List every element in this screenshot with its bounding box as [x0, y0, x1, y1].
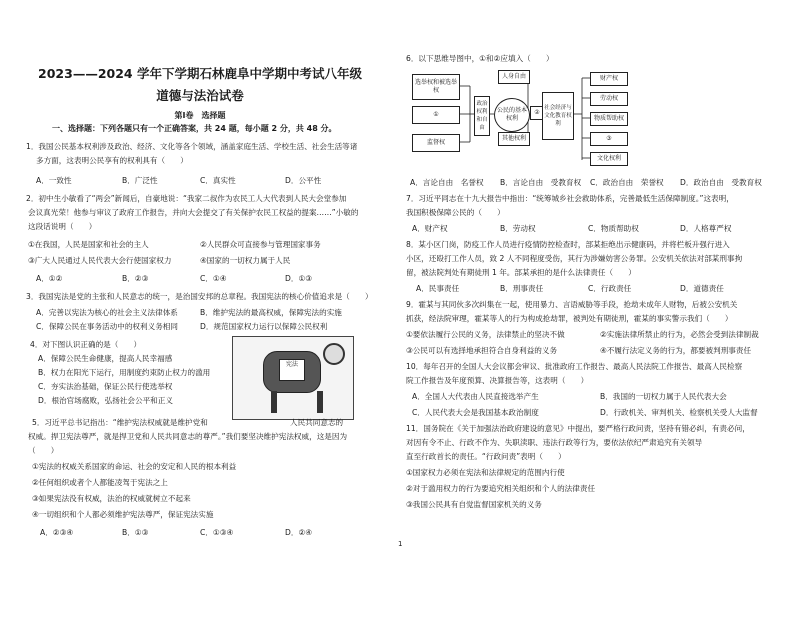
q11-item3: ③我国公民具有自觉监督国家机关的义务	[406, 500, 542, 509]
q5-line1: 5．习近平总书记指出：“维护宪法权威就是维护党和	[32, 418, 208, 427]
cartoon-badge: 宪法	[279, 359, 305, 381]
q8-line3: 留，被法院判处有期徒刑 1 年。部某承担的是什么法律责任（ ）	[406, 268, 636, 277]
q9-item4: ④不履行法定义务的行为，都要被判刑事责任	[600, 346, 752, 355]
mind-map-diagram	[410, 68, 630, 172]
q7-line1: 7．习近平同志在十九大报告中指出：“统筹城乡社会救助体系，完善最低生活保障制度。”这表明，	[406, 194, 734, 203]
page-number: 1	[398, 540, 403, 548]
node-material-aid-right: 物质帮助权	[590, 112, 628, 126]
cartoon-image	[232, 336, 354, 420]
q3-option-c: C．保障公民在事务活动中的权利义务相同	[36, 322, 178, 331]
q5-line2: 权威。捍卫宪法尊严，就是捍卫党和人民共同意志的尊严。”我们要坚决维护宪法权威，这是因为	[28, 432, 348, 441]
node-property-right: 财产权	[590, 72, 628, 86]
q7-option-a: A．财产权	[412, 224, 448, 233]
q2-option-a: A．①②	[36, 274, 63, 283]
q7-line2: 我国积极保障公民的（ ）	[406, 208, 505, 217]
q8-option-d: D．道德责任	[680, 284, 724, 293]
node-personal-freedom: 人身自由	[498, 70, 530, 84]
q1-option-a: A．一致性	[36, 176, 72, 185]
q4-option-a: A．保障公民生命健康，提高人民幸福感	[38, 354, 173, 363]
q10-option-a: A．全国人大代表由人民直接选举产生	[412, 392, 539, 401]
q4-option-d: D．根治官场腐败，弘扬社会公平和正义	[38, 396, 173, 405]
node-blank-2: ②	[530, 106, 544, 120]
q3-option-d: D．规范国家权力运行以保障公民权利	[200, 322, 328, 331]
q3-option-a: A．完善以宪法为核心的社会主义法律体系	[36, 308, 178, 317]
q4-stem: 4．对下图认识正确的是（ ）	[30, 340, 142, 349]
node-labor-right: 劳动权	[590, 92, 628, 106]
q11-item1: ①国家权力必须在宪法和法律规定的范围内行使	[406, 468, 565, 477]
cartoon-legs	[271, 391, 323, 413]
q5-option-b: B．①③	[122, 528, 149, 537]
node-culture-right: 文化权利	[590, 152, 628, 166]
q9-line2: 抓获，经法院审理，霍某等人的行为构成抢劫罪，被判处有期徒刑，霍某的事实警示我们（ ）	[406, 314, 733, 323]
q8-line1: 8．某小区门岗，防疫工作人员进行疫情防控检查时，部某拒绝出示健康码，并将栏板升强行进入	[406, 240, 730, 249]
q8-option-b: B．刑事责任	[500, 284, 544, 293]
q9-line1: 9．霍某与其同伙多次纠集在一起，使用暴力、言语威胁等手段，抢劫未成年人财物，后被公安机关	[406, 300, 738, 309]
q4-option-c: C．夯实法治基础，保证公民行使选举权	[38, 382, 173, 391]
part-heading: 一、选择题：下列各题只有一个正确答案，共 24 题，每小题 2 分，共 48 分。	[52, 124, 337, 133]
q1-option-c: C．真实性	[200, 176, 236, 185]
q2-item3: ③广大人民通过人民代表大会行使国家权力	[28, 256, 172, 265]
q10-line2: 院工作报告及年度预算、决算报告等，这表明（ ）	[406, 376, 589, 385]
q10-line1: 10．每年召开的全国人大会议都会审议、批准政府工作报告、最高人民法院工作报告、最高人民检察	[406, 362, 743, 371]
q1-line2: 多方面，这表明公民享有的权利具有（ ）	[36, 156, 188, 165]
q2-line1: 2．初中生小敏看了“两会”新闻后，自豪地说：“我家二叔作为农民工人大代表到人民大会堂参加	[26, 194, 347, 203]
q5-line1-end: 人民共同意志的	[290, 418, 344, 427]
node-election-rights: 选举权和被选举权	[412, 74, 460, 100]
node-social-economic-rights: 社会经济与文化教育权利	[542, 92, 574, 140]
q9-item3: ③公民可以有选择地承担符合自身利益的义务	[406, 346, 558, 355]
q11-item2: ②对于滥用权力的行为要追究相关组织和个人的法律责任	[406, 484, 596, 493]
sun-icon	[323, 343, 345, 365]
q10-option-b: B．我国的一切权力属于人民代表大会	[600, 392, 727, 401]
q2-option-c: C．①④	[200, 274, 227, 283]
q6-option-a: A．言论自由 名誉权	[410, 178, 484, 187]
q9-item2: ②实施法律所禁止的行为，必然会受到法律制裁	[600, 330, 759, 339]
q7-option-b: B．劳动权	[500, 224, 536, 233]
q5-item4: ④一切组织和个人都必须维护宪法尊严，保证宪法实施	[32, 510, 214, 519]
q4-option-b: B．权力在阳光下运行，用制度约束防止权力的滥用	[38, 368, 211, 377]
q2-item1: ①在我国，人民是国家和社会的主人	[28, 240, 149, 249]
q5-option-d: D．②④	[285, 528, 313, 537]
q7-option-d: D．人格尊严权	[680, 224, 732, 233]
node-blank-1: ①	[412, 106, 460, 124]
q6-option-c: C．政治自由 荣誉权	[590, 178, 664, 187]
q1-option-b: B．广泛性	[122, 176, 158, 185]
exam-title-line1: 2023——2024 学年下学期石林鹿阜中学期中考试八年级	[38, 66, 362, 81]
q8-option-c: C．行政责任	[588, 284, 632, 293]
q5-option-a: A．②③④	[40, 528, 74, 537]
exam-title-line2: 道德与法治试卷	[156, 88, 244, 103]
q6-option-b: B．言论自由 受教育权	[500, 178, 582, 187]
q7-option-c: C．物质帮助权	[588, 224, 639, 233]
node-blank-3: ③	[590, 132, 628, 146]
q1-line1: 1．我国公民基本权利涉及政治、经济、文化等各个领域，涵盖家庭生活、学校生活、社会生活等诸	[26, 142, 358, 151]
q6-option-d: D．政治自由 受教育权	[680, 178, 762, 187]
q5-item2: ②任何组织或者个人都能凌驾于宪法之上	[32, 478, 168, 487]
q5-item3: ③如果宪法没有权威，法治的权威就树立不起来	[32, 494, 191, 503]
node-basic-rights: 公民的基本权利	[494, 98, 530, 132]
q11-line1: 11．国务院在《关于加强法治政府建设的意见》中提出，要严格行政问责，坚持有错必纠，有责必问，	[406, 424, 750, 433]
q9-item1: ①要依法履行公民的义务，法律禁止的坚决不做	[406, 330, 565, 339]
q2-line2: 会议真光荣！他参与审议了政府工作报告，并向大会提交了有关保护农民工权益的提案……”小敏的	[28, 208, 359, 217]
q5-line3: （ ）	[28, 446, 59, 455]
q11-line2: 对因有令不止、行政不作为、失职渎职、违法行政等行为，要依法依纪严肃追究有关领导	[406, 438, 703, 447]
q5-option-c: C．①③④	[200, 528, 234, 537]
q6-stem: 6．以下思维导图中，①和②应填入（ ）	[406, 54, 554, 63]
q2-line3: 这段话说明（ ）	[28, 222, 97, 231]
q11-line3: 直至行政首长的责任。“行政问责”表明（ ）	[406, 452, 566, 461]
q2-item4: ④国家的一切权力属于人民	[200, 256, 291, 265]
q8-option-a: A．民事责任	[416, 284, 460, 293]
node-political-rights: 政治权利和自由	[474, 96, 490, 136]
q10-option-c: C．人民代表大会是我国基本政治制度	[412, 408, 539, 417]
section-heading: 第Ⅰ卷 选择题	[174, 111, 226, 120]
q8-line2: 小区，还殴打工作人员，致 2 人不同程度受伤，其行为涉嫌妨害公务罪。公安机关依法对部某刑事拘	[406, 254, 743, 263]
node-supervision-rights: 监督权	[412, 134, 460, 152]
q10-option-d: D．行政机关、审判机关、检察机关受人大监督	[600, 408, 758, 417]
q5-item1: ①宪法的权威关系国家的命运、社会的安定和人民的根本利益	[32, 462, 237, 471]
q2-option-d: D．①③	[285, 274, 313, 283]
q3-stem: 3．我国宪法是党的主张和人民意志的统一，是治国安邦的总章程。我国宪法的核心价值追求是（ ）	[26, 292, 373, 301]
node-other-rights: 其他权利	[498, 132, 530, 146]
q3-option-b: B．维护宪法的最高权威，保障宪法的实施	[200, 308, 342, 317]
q2-item2: ②人民群众可直接参与管理国家事务	[200, 240, 321, 249]
q2-option-b: B．②③	[122, 274, 149, 283]
q1-option-d: D．公平性	[285, 176, 322, 185]
